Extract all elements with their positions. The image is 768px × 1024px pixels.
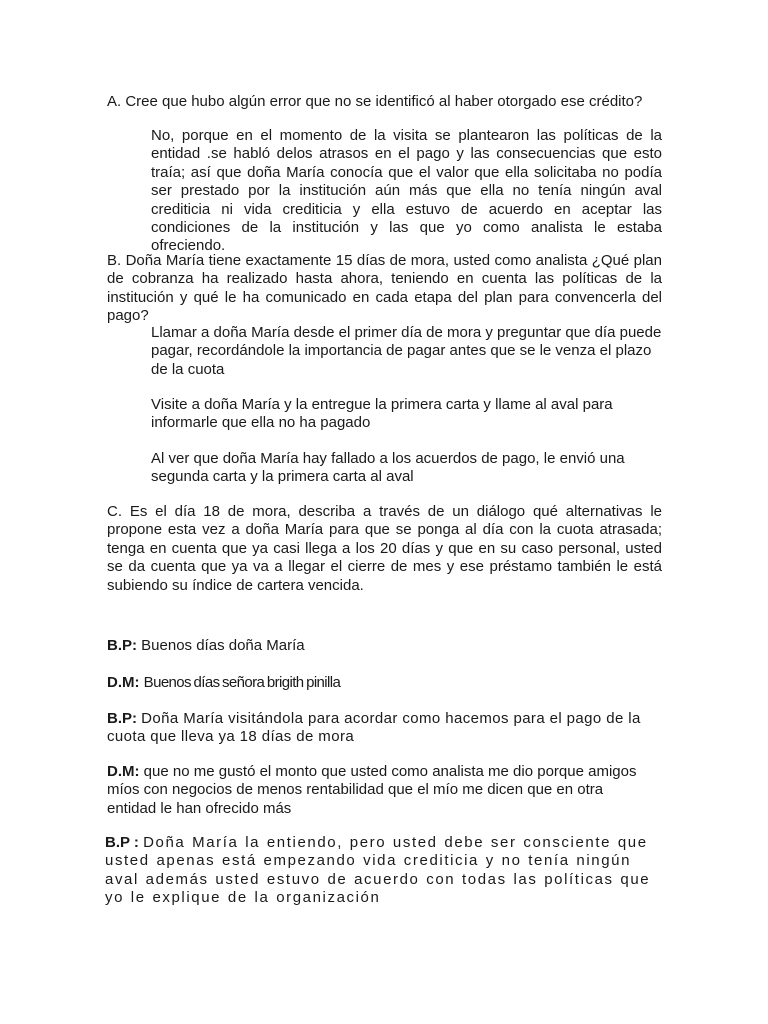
speaker-label: D.M: bbox=[107, 763, 140, 780]
speaker-label: B.P: bbox=[107, 637, 137, 654]
dialogue-line bbox=[105, 834, 660, 908]
dialogue-text: Doña María visitándola para acordar como hacemos para el pago de la cuota que lleva ya 18 días de mora bbox=[107, 710, 641, 746]
question-c: C. Es el día 18 de mora, describa a través de un diálogo qué alternativas le propone esta vez a doña María para que se ponga al día con la cuota atrasada; tenga en cuenta que ya casi llega a los 20 días y que en su caso personal, usted se da cuenta que ya va a llegar el cierre de mes y ese préstamo también le está subiendo su índice de cartera vencida. bbox=[107, 503, 662, 594]
dialogue-line bbox=[107, 637, 662, 655]
speaker-label: B.P : bbox=[105, 834, 139, 851]
answer-b-step-1: Llamar a doña María desde el primer día de mora y preguntar que día puede pagar, recordándole la importancia de pagar antes que se le venza el plazo de la cuota bbox=[151, 324, 662, 378]
answer-b-step-2: Visite a doña María y la entregue la primera carta y llame al aval para informarle que ella no ha pagado bbox=[151, 396, 613, 432]
dialogue-text: Buenos días doña María bbox=[141, 637, 305, 654]
speaker-label: D.M: bbox=[107, 674, 140, 691]
speaker-label: B.P: bbox=[107, 710, 137, 727]
question-b: B. Doña María tiene exactamente 15 días de mora, usted como analista ¿Qué plan de cobranza ha realizado hasta ahora, teniendo en cuenta las políticas de la institución y qué le ha comunicado en cada etapa del plan para convencerla del pago? bbox=[107, 252, 662, 325]
dialogue-text: Buenos días señora brigith pinilla bbox=[143, 674, 341, 691]
dialogue-line bbox=[107, 674, 662, 692]
dialogue-text: Doña María la entiendo, pero usted debe ser consciente que usted apenas está empezando vida crediticia y no tenía ningún aval además usted estuvo de acuerdo con todas las políticas que yo le explique de la organización bbox=[105, 834, 651, 907]
dialogue-text: que no me gustó el monto que usted como analista me dio porque amigos míos con negocios de menos rentabilidad que el mío me dicen que en otra entidad le han ofrecido más bbox=[107, 763, 637, 817]
answer-a: No, porque en el momento de la visita se plantearon las políticas de la entidad .se habló delos atrasos en el pago y las consecuencias que esto traía; así que doña María conocía que el valor que ella solicitaba no podía ser prestado por la institución aún más que ella no tenía ningún aval crediticia ni vida crediticia y ella estuvo de acuerdo en aceptar las condiciones de la institución y las que yo como analista le estaba ofreciendo. bbox=[151, 127, 662, 255]
answer-b-step-3: Al ver que doña María hay fallado a los acuerdos de pago, le envió una segunda carta y la primera carta al aval bbox=[151, 450, 625, 486]
dialogue-line bbox=[107, 763, 655, 818]
dialogue-line bbox=[107, 710, 662, 747]
question-a: A. Cree que hubo algún error que no se identificó al haber otorgado ese crédito? bbox=[107, 93, 643, 110]
